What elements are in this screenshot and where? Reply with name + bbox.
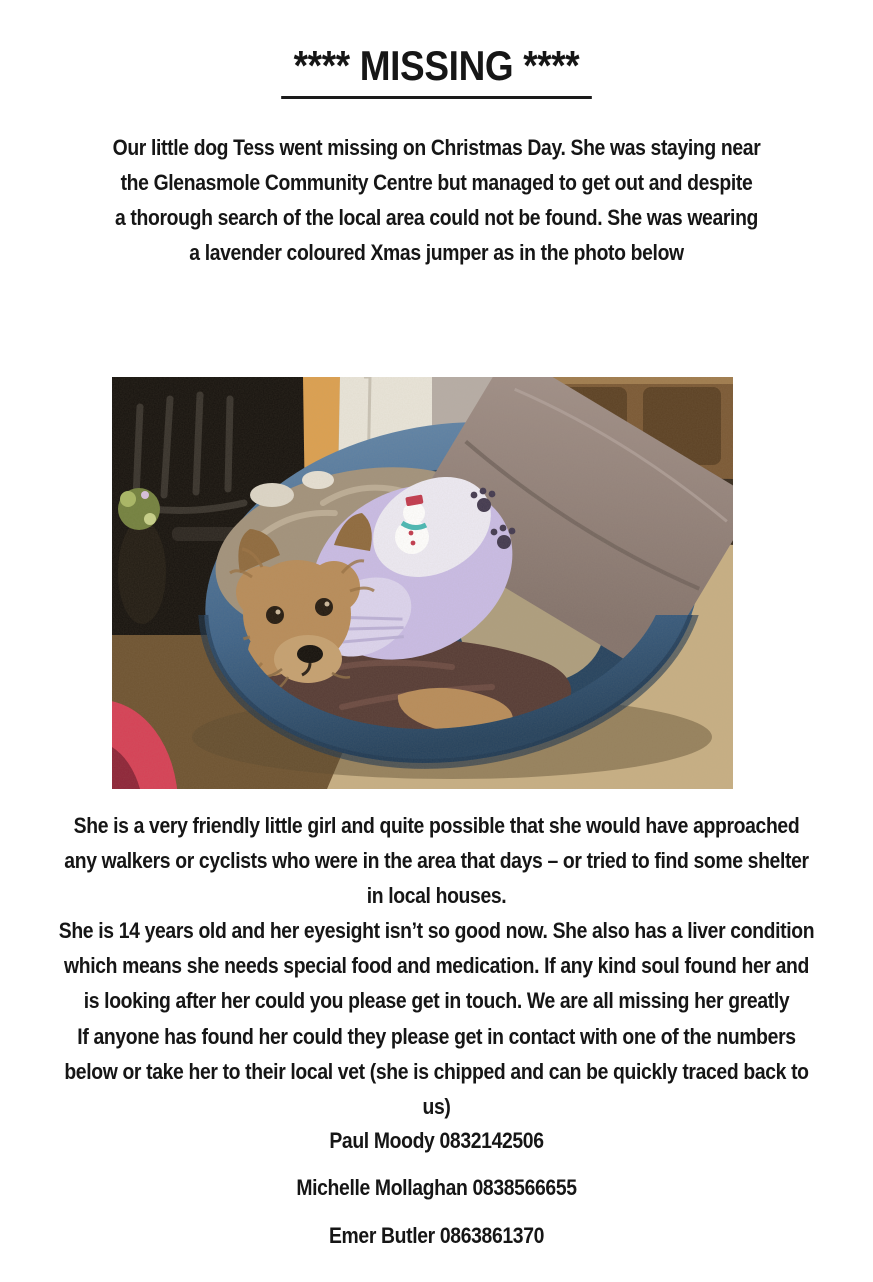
paragraph-instructions — [52, 1019, 820, 1124]
text-line: a lavender coloured Xmas jumper as in the photo below — [189, 240, 684, 265]
tess-photo-illustration — [112, 377, 733, 789]
contact-emer-butler: Emer Butler 0863861370 — [328, 1223, 545, 1248]
text-line: She is a very friendly little girl and quite possible that she would have approached — [73, 813, 800, 838]
text-line: Our little dog Tess went missing on Christmas Day. She was staying near — [112, 135, 761, 160]
paragraph-health — [52, 913, 820, 1018]
text-line: below or take her to their local vet (she is chipped and can be quickly traced back to — [64, 1059, 809, 1084]
paragraph-intro — [52, 130, 820, 270]
contact-paul-moody: Paul Moody 0832142506 — [329, 1128, 544, 1153]
text-line: a thorough search of the local area could not be found. She was wearing — [114, 205, 759, 230]
contact-michelle-mollaghan: Michelle Mollaghan 0838566655 — [296, 1175, 577, 1200]
dog-photo — [112, 377, 733, 789]
poster-title — [52, 40, 820, 99]
text-line: which means she needs special food and medication. If any kind soul found her and — [64, 953, 809, 978]
text-line: She is 14 years old and her eyesight isn’t so good now. She also has a liver condition — [58, 918, 815, 943]
text-line: the Glenasmole Community Centre but managed to get out and despite — [120, 170, 753, 195]
text-line: us) — [422, 1094, 451, 1119]
text-line: any walkers or cyclists who were in the area that days – or tried to find some shelter — [64, 848, 809, 873]
poster-title-text: **** MISSING **** — [281, 40, 591, 99]
text-line: is looking after her could you please get in touch. We are all missing her greatly — [83, 988, 790, 1013]
text-line: If anyone has found her could they please get in contact with one of the numbers — [77, 1024, 796, 1049]
text-line: in local houses. — [366, 883, 507, 908]
paragraph-friendly — [52, 808, 820, 913]
